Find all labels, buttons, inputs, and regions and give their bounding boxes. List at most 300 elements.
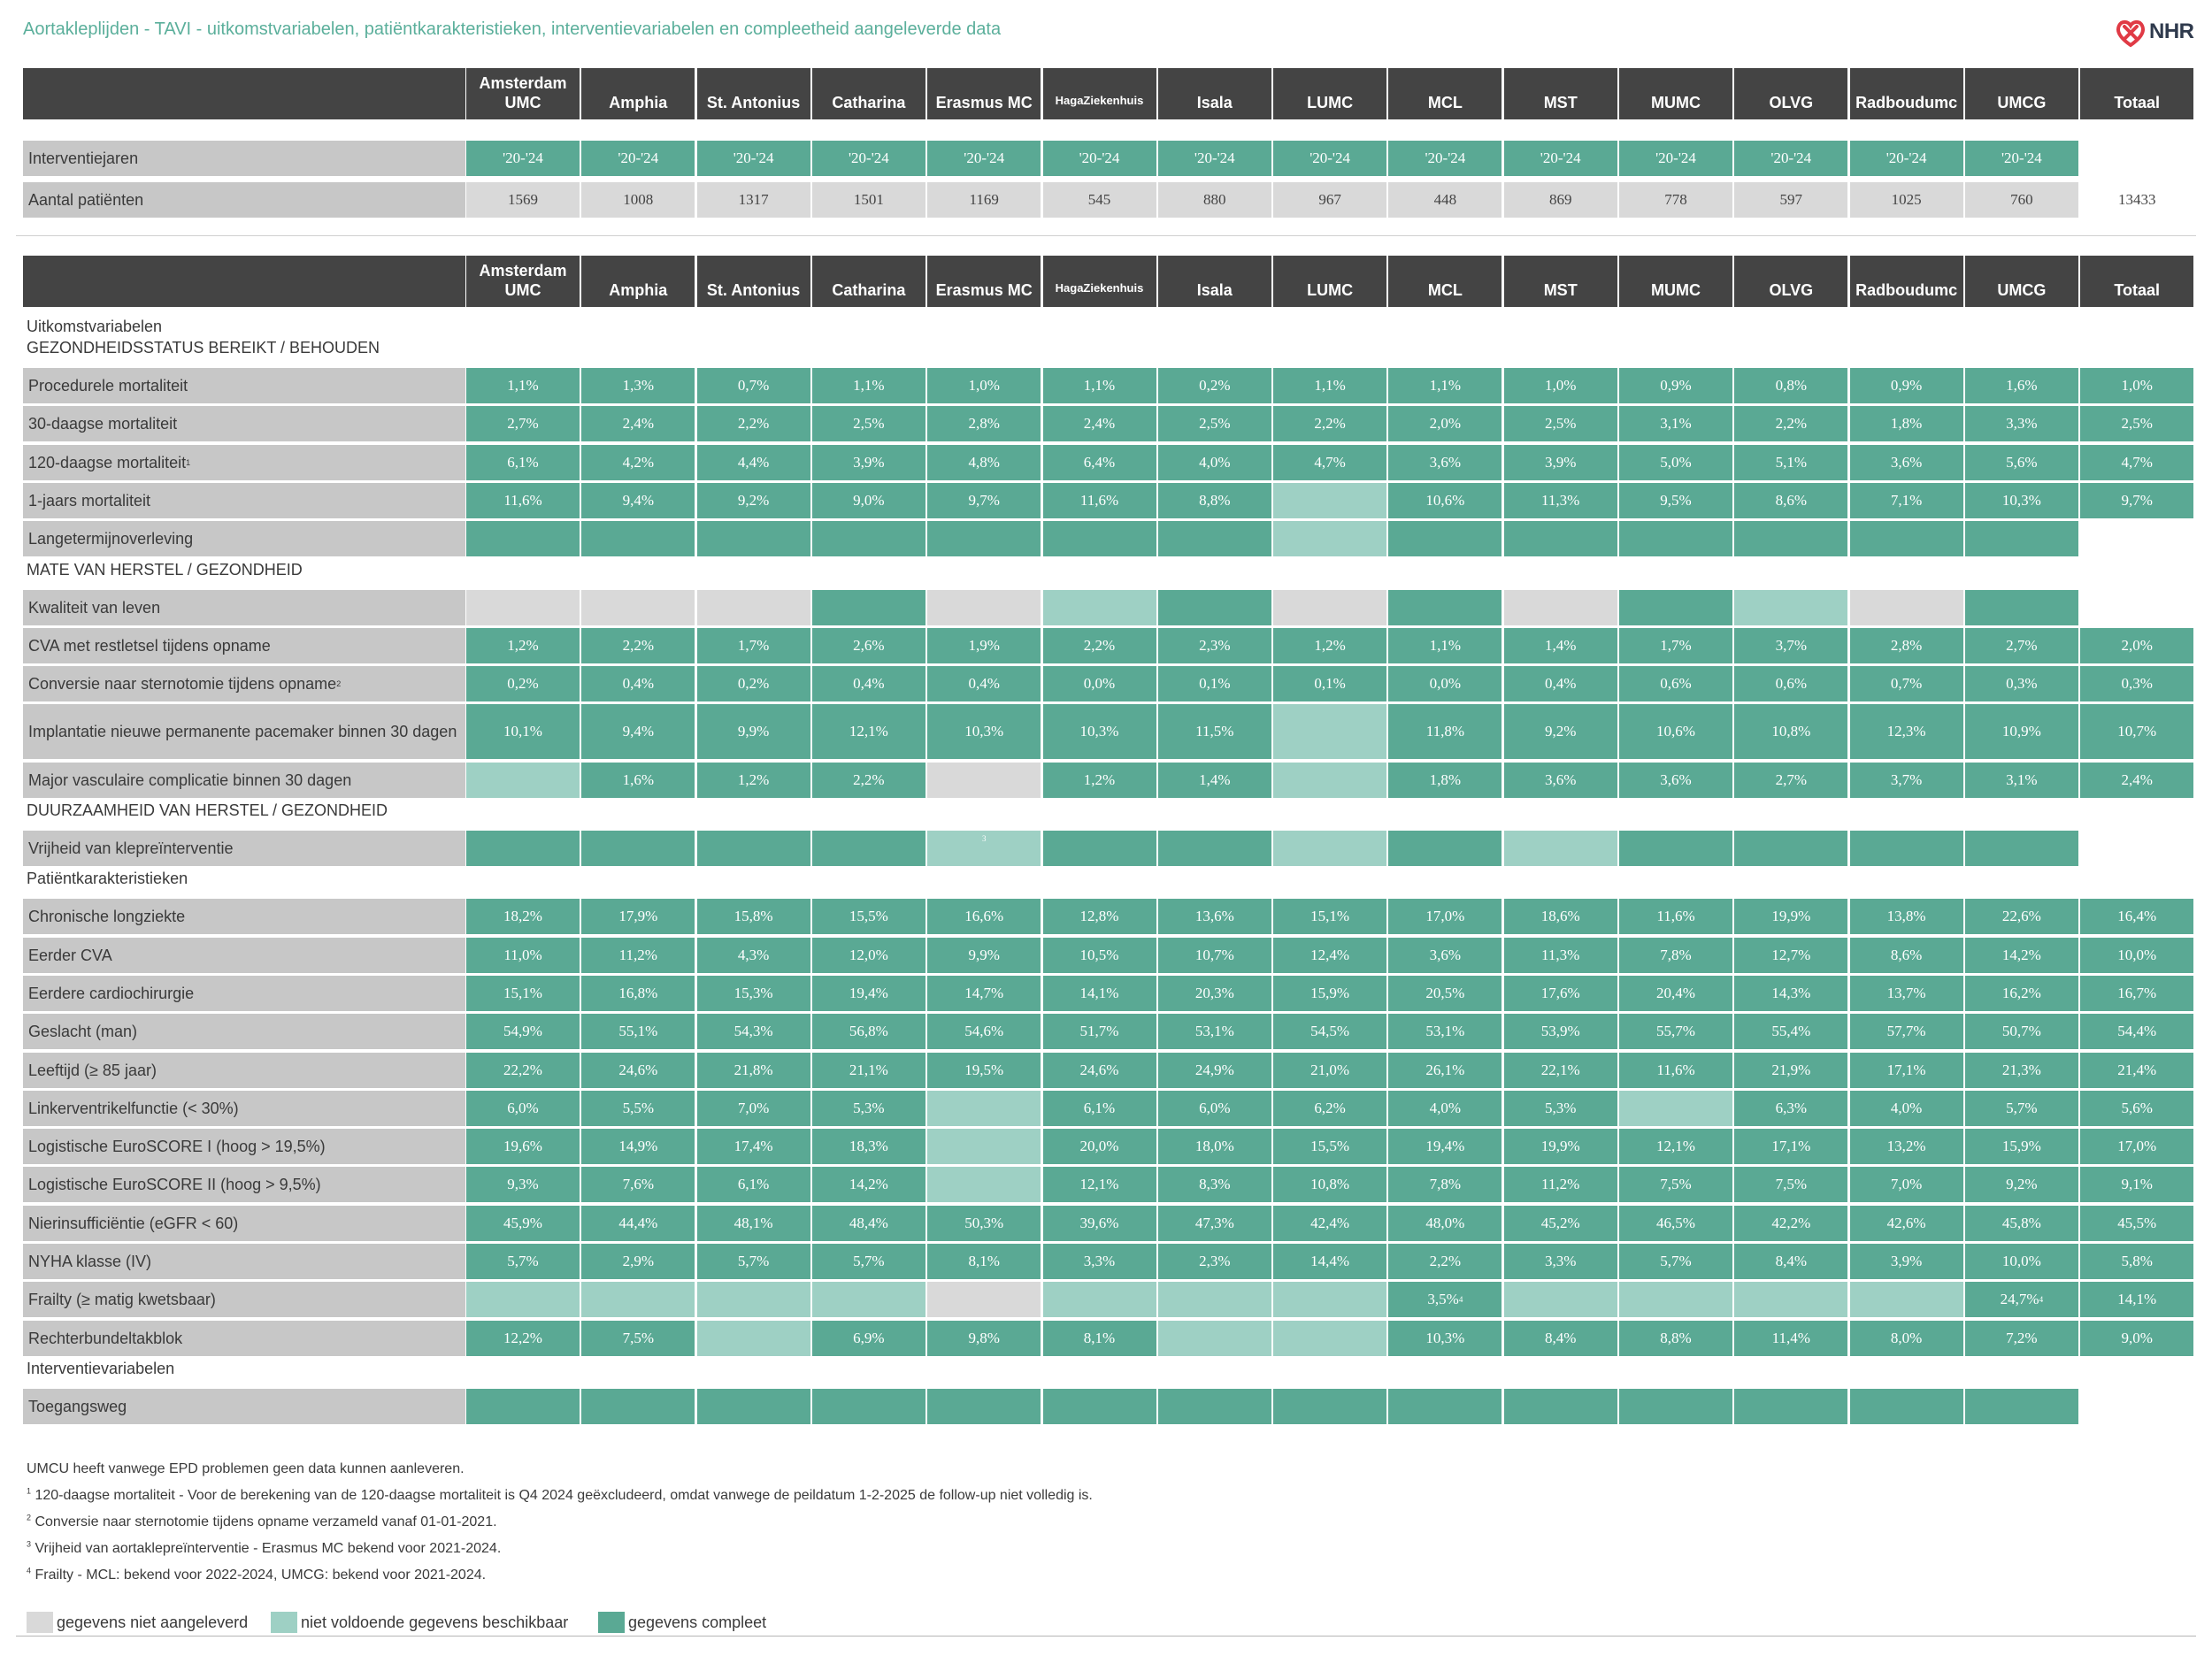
page-title: Aortakleplijden - TAVI - uitkomstvariabelen, patiëntkarakteristieken, interventievariabelen en compleetheid aangeleverde data	[23, 19, 1002, 39]
cell-mcl: 10,3%	[1388, 1321, 1502, 1356]
cell-mumc: 46,5%	[1619, 1206, 1732, 1241]
divider	[16, 1636, 2196, 1637]
cell-erasmus-mc: '20-'24	[927, 141, 1041, 176]
cell-amsterdam-umc: 9,3%	[466, 1167, 580, 1202]
cell-mumc: 12,1%	[1619, 1129, 1732, 1164]
cell-amphia: 4,2%	[581, 445, 695, 480]
cell-catharina: 56,8%	[812, 1014, 926, 1049]
cell-lumc: 14,4%	[1273, 1244, 1386, 1279]
cell-mcl: 3,6%	[1388, 445, 1502, 480]
cell-erasmus-mc: 4,8%	[927, 445, 1041, 480]
cell-radboudumc: 57,7%	[1850, 1014, 1963, 1049]
cell-olvg: 42,2%	[1734, 1206, 1847, 1241]
cell-mcl: 0,0%	[1388, 666, 1502, 701]
cell-mcl	[1388, 521, 1502, 556]
footnote: $^3$ Vrijheid van aortaklepreïnterventie - Erasmus MC bekend voor 2021-2024.	[27, 1539, 502, 1556]
cell-amphia: 1008	[581, 182, 695, 218]
cell-radboudumc: '20-'24	[1850, 141, 1963, 176]
section-title: GEZONDHEIDSSTATUS BEREIKT / BEHOUDEN	[27, 339, 380, 356]
cell-erasmus-mc: 50,3%	[927, 1206, 1041, 1241]
column-header-st-antonius: St. Antonius	[697, 68, 810, 119]
cell-erasmus-mc: 14,7%	[927, 976, 1041, 1011]
cell-lumc: 4,7%	[1273, 445, 1386, 480]
column-header-hagaziekenhuis: HagaZiekenhuis	[1043, 256, 1156, 307]
cell-hagaziekenhuis: 10,3%	[1043, 704, 1156, 759]
row-label: NYHA klasse (IV)	[23, 1244, 465, 1279]
cell-amphia: 11,2%	[581, 938, 695, 973]
cell-totaal: 2,5%	[2080, 406, 2193, 441]
cell-isala	[1158, 521, 1271, 556]
cell-mumc: 778	[1619, 182, 1732, 218]
cell-amphia: 2,2%	[581, 628, 695, 663]
cell-umcg: 760	[1965, 182, 2078, 218]
cell-hagaziekenhuis: 12,1%	[1043, 1167, 1156, 1202]
cell-mst: 0,4%	[1504, 666, 1617, 701]
cell-amphia: 2,9%	[581, 1244, 695, 1279]
cell-olvg	[1734, 1282, 1847, 1317]
column-header-mst: MST	[1504, 256, 1617, 307]
cell-radboudumc: 0,7%	[1850, 666, 1963, 701]
cell-amsterdam-umc: 2,7%	[466, 406, 580, 441]
cell-umcg: 15,9%	[1965, 1129, 2078, 1164]
cell-mumc	[1619, 590, 1732, 625]
cell-mst: 22,1%	[1504, 1053, 1617, 1088]
cell-mumc: 5,0%	[1619, 445, 1732, 480]
cell-amsterdam-umc: 10,1%	[466, 704, 580, 759]
cell-erasmus-mc: 10,3%	[927, 704, 1041, 759]
cell-erasmus-mc	[927, 1129, 1041, 1164]
legend-swatch	[271, 1612, 297, 1633]
cell-mcl: 7,8%	[1388, 1167, 1502, 1202]
cell-umcg: 50,7%	[1965, 1014, 2078, 1049]
cell-mcl: '20-'24	[1388, 141, 1502, 176]
cell-totaal: 14,1%	[2080, 1282, 2193, 1317]
cell-st-antonius: 5,7%	[697, 1244, 810, 1279]
footnote: UMCU heeft vanwege EPD problemen geen data kunnen aanleveren.	[27, 1461, 465, 1476]
cell-mst: 3,6%	[1504, 763, 1617, 798]
cell-olvg: 12,7%	[1734, 938, 1847, 973]
cell-hagaziekenhuis: 6,4%	[1043, 445, 1156, 480]
cell-catharina: 3,9%	[812, 445, 926, 480]
cell-amphia	[581, 1389, 695, 1424]
cell-mcl: 1,1%	[1388, 368, 1502, 403]
cell-umcg	[1965, 1389, 2078, 1424]
column-header-amsterdam-umc: Amsterdam UMC	[466, 68, 580, 119]
cell-st-antonius: 9,9%	[697, 704, 810, 759]
cell-mumc: 9,5%	[1619, 483, 1732, 518]
legend-item-complete: gegevens compleet	[598, 1612, 766, 1633]
cell-totaal	[2080, 1389, 2193, 1424]
row-label: Logistische EuroSCORE I (hoog > 19,5%)	[23, 1129, 465, 1164]
cell-isala: 2,3%	[1158, 1244, 1271, 1279]
row-label: Aantal patiënten	[23, 182, 465, 218]
column-header-radboudumc: Radboudumc	[1850, 68, 1963, 119]
cell-amphia: 14,9%	[581, 1129, 695, 1164]
cell-amsterdam-umc	[466, 590, 580, 625]
cell-mst: 11,3%	[1504, 483, 1617, 518]
column-header-amsterdam-umc: Amsterdam UMC	[466, 256, 580, 307]
cell-amphia: 17,9%	[581, 899, 695, 934]
cell-catharina	[812, 831, 926, 866]
column-header-catharina: Catharina	[812, 68, 926, 119]
row-label: Implantatie nieuwe permanente pacemaker binnen 30 dagen	[23, 704, 465, 759]
cell-amphia: 9,4%	[581, 704, 695, 759]
column-header-erasmus-mc: Erasmus MC	[927, 68, 1041, 119]
cell-catharina	[812, 1282, 926, 1317]
cell-hagaziekenhuis: 1,1%	[1043, 368, 1156, 403]
cell-radboudumc: 4,0%	[1850, 1091, 1963, 1126]
cell-amsterdam-umc: 11,0%	[466, 938, 580, 973]
section-title: DUURZAAMHEID VAN HERSTEL / GEZONDHEID	[27, 801, 388, 819]
cell-mumc: 8,8%	[1619, 1321, 1732, 1356]
row-label: Frailty (≥ matig kwetsbaar)	[23, 1282, 465, 1317]
logo-text: NHR	[2149, 19, 2194, 43]
cell-mst	[1504, 521, 1617, 556]
cell-mst: 869	[1504, 182, 1617, 218]
cell-hagaziekenhuis: 0,0%	[1043, 666, 1156, 701]
cell-isala: 880	[1158, 182, 1271, 218]
cell-mumc: 3,1%	[1619, 406, 1732, 441]
cell-erasmus-mc: 9,8%	[927, 1321, 1041, 1356]
cell-amphia: 7,5%	[581, 1321, 695, 1356]
cell-lumc: 15,9%	[1273, 976, 1386, 1011]
cell-radboudumc: 0,9%	[1850, 368, 1963, 403]
cell-olvg: 11,4%	[1734, 1321, 1847, 1356]
cell-olvg: 6,3%	[1734, 1091, 1847, 1126]
cell-mst: 5,3%	[1504, 1091, 1617, 1126]
cell-amphia: 44,4%	[581, 1206, 695, 1241]
cell-mcl: 26,1%	[1388, 1053, 1502, 1088]
cell-mcl: 17,0%	[1388, 899, 1502, 934]
cell-catharina: 21,1%	[812, 1053, 926, 1088]
cell-st-antonius	[697, 1389, 810, 1424]
cell-mst	[1504, 831, 1617, 866]
cell-st-antonius: 1,2%	[697, 763, 810, 798]
cell-hagaziekenhuis: 14,1%	[1043, 976, 1156, 1011]
cell-isala	[1158, 1282, 1271, 1317]
cell-hagaziekenhuis: 1,2%	[1043, 763, 1156, 798]
cell-mst	[1504, 590, 1617, 625]
cell-erasmus-mc	[927, 1282, 1041, 1317]
column-header-amphia: Amphia	[581, 256, 695, 307]
cell-amsterdam-umc: 15,1%	[466, 976, 580, 1011]
cell-amphia	[581, 1282, 695, 1317]
cell-amphia: 16,8%	[581, 976, 695, 1011]
cell-mst: 9,2%	[1504, 704, 1617, 759]
cell-amsterdam-umc: 6,1%	[466, 445, 580, 480]
row-label: Conversie naar sternotomie tijdens opname 2	[23, 666, 465, 701]
cell-catharina: 12,1%	[812, 704, 926, 759]
cell-erasmus-mc: 1169	[927, 182, 1041, 218]
cell-hagaziekenhuis: 11,6%	[1043, 483, 1156, 518]
cell-olvg	[1734, 831, 1847, 866]
column-header-totaal: Totaal	[2080, 68, 2193, 119]
cell-mumc: 0,9%	[1619, 368, 1732, 403]
cell-umcg: 10,9%	[1965, 704, 2078, 759]
row-label: Langetermijnoverleving	[23, 521, 465, 556]
legend-item-insufficient: niet voldoende gegevens beschikbaar	[271, 1612, 568, 1633]
cell-st-antonius: 54,3%	[697, 1014, 810, 1049]
cell-st-antonius: '20-'24	[697, 141, 810, 176]
cell-amphia: 7,6%	[581, 1167, 695, 1202]
cell-umcg: 21,3%	[1965, 1053, 2078, 1088]
cell-totaal: 9,1%	[2080, 1167, 2193, 1202]
cell-amsterdam-umc: 19,6%	[466, 1129, 580, 1164]
cell-erasmus-mc: 16,6%	[927, 899, 1041, 934]
cell-totaal: 21,4%	[2080, 1053, 2193, 1088]
cell-radboudumc	[1850, 831, 1963, 866]
cell-hagaziekenhuis: 39,6%	[1043, 1206, 1156, 1241]
cell-totaal	[2080, 521, 2193, 556]
cell-isala: 1,4%	[1158, 763, 1271, 798]
cell-isala	[1158, 590, 1271, 625]
cell-erasmus-mc: 8,1%	[927, 1244, 1041, 1279]
cell-radboudumc	[1850, 1282, 1963, 1317]
cell-radboudumc: 7,1%	[1850, 483, 1963, 518]
cell-olvg: '20-'24	[1734, 141, 1847, 176]
cell-radboudumc: 17,1%	[1850, 1053, 1963, 1088]
cell-hagaziekenhuis	[1043, 521, 1156, 556]
cell-st-antonius	[697, 1321, 810, 1356]
cell-amsterdam-umc: 11,6%	[466, 483, 580, 518]
cell-radboudumc: 13,2%	[1850, 1129, 1963, 1164]
cell-catharina: 18,3%	[812, 1129, 926, 1164]
cell-erasmus-mc: 0,4%	[927, 666, 1041, 701]
row-label: Leeftijd (≥ 85 jaar)	[23, 1053, 465, 1088]
cell-mcl: 3,5% 4	[1388, 1282, 1502, 1317]
cell-totaal: 2,0%	[2080, 628, 2193, 663]
cell-umcg: 2,7%	[1965, 628, 2078, 663]
cell-catharina: 1,1%	[812, 368, 926, 403]
cell-st-antonius	[697, 521, 810, 556]
cell-mst: '20-'24	[1504, 141, 1617, 176]
cell-totaal: 13433	[2117, 191, 2156, 208]
cell-erasmus-mc: 9,9%	[927, 938, 1041, 973]
cell-lumc	[1273, 1321, 1386, 1356]
cell-amsterdam-umc: 22,2%	[466, 1053, 580, 1088]
cell-umcg: 45,8%	[1965, 1206, 2078, 1241]
header-corner	[23, 256, 465, 307]
cell-umcg: 10,3%	[1965, 483, 2078, 518]
cell-olvg: 10,8%	[1734, 704, 1847, 759]
row-label: Interventiejaren	[23, 141, 465, 176]
cell-totaal: 16,7%	[2080, 976, 2193, 1011]
cell-olvg: 7,5%	[1734, 1167, 1847, 1202]
cell-olvg: 19,9%	[1734, 899, 1847, 934]
cell-lumc	[1273, 590, 1386, 625]
row-label: Procedurele mortaliteit	[23, 368, 465, 403]
cell-amsterdam-umc: 54,9%	[466, 1014, 580, 1049]
cell-radboudumc: 3,7%	[1850, 763, 1963, 798]
cell-amsterdam-umc	[466, 1282, 580, 1317]
cell-radboudumc: 2,8%	[1850, 628, 1963, 663]
cell-st-antonius: 9,2%	[697, 483, 810, 518]
cell-isala	[1158, 831, 1271, 866]
cell-lumc	[1273, 1282, 1386, 1317]
cell-erasmus-mc: 3	[927, 831, 1041, 866]
cell-olvg: 8,4%	[1734, 1244, 1847, 1279]
header-corner	[23, 68, 465, 119]
cell-st-antonius	[697, 1282, 810, 1317]
cell-amphia: 5,5%	[581, 1091, 695, 1126]
cell-erasmus-mc	[927, 763, 1041, 798]
cell-mcl: 2,2%	[1388, 1244, 1502, 1279]
cell-mst: 3,3%	[1504, 1244, 1617, 1279]
cell-amsterdam-umc	[466, 763, 580, 798]
cell-hagaziekenhuis	[1043, 1282, 1156, 1317]
cell-hagaziekenhuis	[1043, 590, 1156, 625]
cell-lumc: 12,4%	[1273, 938, 1386, 973]
cell-lumc: 1,2%	[1273, 628, 1386, 663]
cell-isala	[1158, 1389, 1271, 1424]
cell-mumc: 20,4%	[1619, 976, 1732, 1011]
row-label: Eerdere cardiochirurgie	[23, 976, 465, 1011]
cell-st-antonius: 1,7%	[697, 628, 810, 663]
cell-radboudumc: 13,7%	[1850, 976, 1963, 1011]
cell-umcg: 3,1%	[1965, 763, 2078, 798]
column-header-mcl: MCL	[1388, 256, 1502, 307]
cell-mumc: 11,6%	[1619, 1053, 1732, 1088]
cell-olvg: 2,2%	[1734, 406, 1847, 441]
cell-isala: 53,1%	[1158, 1014, 1271, 1049]
cell-mcl	[1388, 831, 1502, 866]
cell-umcg: 0,3%	[1965, 666, 2078, 701]
row-label: Major vasculaire complicatie binnen 30 dagen	[23, 763, 465, 798]
cell-umcg: 5,7%	[1965, 1091, 2078, 1126]
cell-amphia: 0,4%	[581, 666, 695, 701]
cell-st-antonius: 4,3%	[697, 938, 810, 973]
cell-olvg: 8,6%	[1734, 483, 1847, 518]
cell-lumc	[1273, 763, 1386, 798]
cell-radboudumc: 1,8%	[1850, 406, 1963, 441]
divider	[16, 235, 2196, 236]
cell-lumc: 54,5%	[1273, 1014, 1386, 1049]
cell-totaal: 9,0%	[2080, 1321, 2193, 1356]
column-header-erasmus-mc: Erasmus MC	[927, 256, 1041, 307]
cell-totaal: 10,7%	[2080, 704, 2193, 759]
cell-hagaziekenhuis: 20,0%	[1043, 1129, 1156, 1164]
cell-mst: 45,2%	[1504, 1206, 1617, 1241]
cell-catharina: 12,0%	[812, 938, 926, 973]
cell-lumc: 21,0%	[1273, 1053, 1386, 1088]
cell-mumc	[1619, 1282, 1732, 1317]
footnote: $^2$ Conversie naar sternotomie tijdens opname verzameld vanaf 01-01-2021.	[27, 1513, 497, 1529]
cell-isala: 4,0%	[1158, 445, 1271, 480]
column-header-mst: MST	[1504, 68, 1617, 119]
cell-hagaziekenhuis: 8,1%	[1043, 1321, 1156, 1356]
cell-st-antonius: 17,4%	[697, 1129, 810, 1164]
cell-radboudumc	[1850, 590, 1963, 625]
cell-olvg: 17,1%	[1734, 1129, 1847, 1164]
cell-totaal: 1,0%	[2080, 368, 2193, 403]
cell-totaal: 9,7%	[2080, 483, 2193, 518]
cell-lumc: 1,1%	[1273, 368, 1386, 403]
cell-isala: 8,8%	[1158, 483, 1271, 518]
cell-mst: 17,6%	[1504, 976, 1617, 1011]
cell-mumc	[1619, 831, 1732, 866]
cell-mumc: '20-'24	[1619, 141, 1732, 176]
cell-st-antonius: 15,8%	[697, 899, 810, 934]
cell-erasmus-mc	[927, 1389, 1041, 1424]
cell-mumc: 5,7%	[1619, 1244, 1732, 1279]
cell-mst	[1504, 1389, 1617, 1424]
cell-mcl: 48,0%	[1388, 1206, 1502, 1241]
cell-umcg	[1965, 831, 2078, 866]
cell-mcl: 1,1%	[1388, 628, 1502, 663]
cell-amsterdam-umc	[466, 521, 580, 556]
cell-umcg: 16,2%	[1965, 976, 2078, 1011]
cell-totaal	[2080, 590, 2193, 625]
cell-mumc: 7,8%	[1619, 938, 1732, 973]
cell-lumc: 0,1%	[1273, 666, 1386, 701]
cell-st-antonius: 0,7%	[697, 368, 810, 403]
column-header-catharina: Catharina	[812, 256, 926, 307]
cell-erasmus-mc: 54,6%	[927, 1014, 1041, 1049]
cell-olvg: 55,4%	[1734, 1014, 1847, 1049]
cell-catharina: 48,4%	[812, 1206, 926, 1241]
cell-radboudumc: 3,6%	[1850, 445, 1963, 480]
cell-totaal: 0,3%	[2080, 666, 2193, 701]
cell-mst: 11,2%	[1504, 1167, 1617, 1202]
cell-totaal: 54,4%	[2080, 1014, 2193, 1049]
nhr-heart-icon	[2114, 16, 2147, 50]
cell-mcl: 448	[1388, 182, 1502, 218]
cell-lumc	[1273, 1389, 1386, 1424]
row-label: 30-daagse mortaliteit	[23, 406, 465, 441]
cell-mumc: 1,7%	[1619, 628, 1732, 663]
cell-catharina: '20-'24	[812, 141, 926, 176]
cell-amsterdam-umc: 5,7%	[466, 1244, 580, 1279]
cell-catharina: 2,6%	[812, 628, 926, 663]
cell-totaal: 5,8%	[2080, 1244, 2193, 1279]
column-header-st-antonius: St. Antonius	[697, 256, 810, 307]
footnote: $^1$ 120-daagse mortaliteit - Voor de berekening van de 120-daagse mortaliteit is Q4 2024 geëxcludeerd, omdat vanwege de peildatum 1-2-2025 de follow-up niet volledig is.	[27, 1486, 1093, 1503]
cell-isala: 24,9%	[1158, 1053, 1271, 1088]
cell-amphia: 2,4%	[581, 406, 695, 441]
cell-olvg	[1734, 1389, 1847, 1424]
cell-umcg: 1,6%	[1965, 368, 2078, 403]
cell-umcg	[1965, 590, 2078, 625]
cell-hagaziekenhuis: 6,1%	[1043, 1091, 1156, 1126]
column-header-umcg: UMCG	[1965, 256, 2078, 307]
cell-hagaziekenhuis: 24,6%	[1043, 1053, 1156, 1088]
cell-amphia: 1,3%	[581, 368, 695, 403]
cell-mcl: 10,6%	[1388, 483, 1502, 518]
legend-swatch	[27, 1612, 53, 1633]
legend-item-not-delivered: gegevens niet aangeleverd	[27, 1612, 248, 1633]
cell-olvg: 14,3%	[1734, 976, 1847, 1011]
row-label: Kwaliteit van leven	[23, 590, 465, 625]
cell-isala: 10,7%	[1158, 938, 1271, 973]
cell-olvg: 2,7%	[1734, 763, 1847, 798]
cell-umcg: 10,0%	[1965, 1244, 2078, 1279]
cell-radboudumc: 1025	[1850, 182, 1963, 218]
cell-amphia	[581, 831, 695, 866]
cell-hagaziekenhuis: 545	[1043, 182, 1156, 218]
cell-hagaziekenhuis	[1043, 831, 1156, 866]
cell-mst: 2,5%	[1504, 406, 1617, 441]
cell-mcl	[1388, 590, 1502, 625]
cell-catharina: 15,5%	[812, 899, 926, 934]
cell-mumc	[1619, 1091, 1732, 1126]
cell-lumc	[1273, 831, 1386, 866]
cell-mst: 1,4%	[1504, 628, 1617, 663]
cell-lumc: 2,2%	[1273, 406, 1386, 441]
cell-mcl: 53,1%	[1388, 1014, 1502, 1049]
column-header-mumc: MUMC	[1619, 68, 1732, 119]
cell-isala: 13,6%	[1158, 899, 1271, 934]
cell-amsterdam-umc: '20-'24	[466, 141, 580, 176]
